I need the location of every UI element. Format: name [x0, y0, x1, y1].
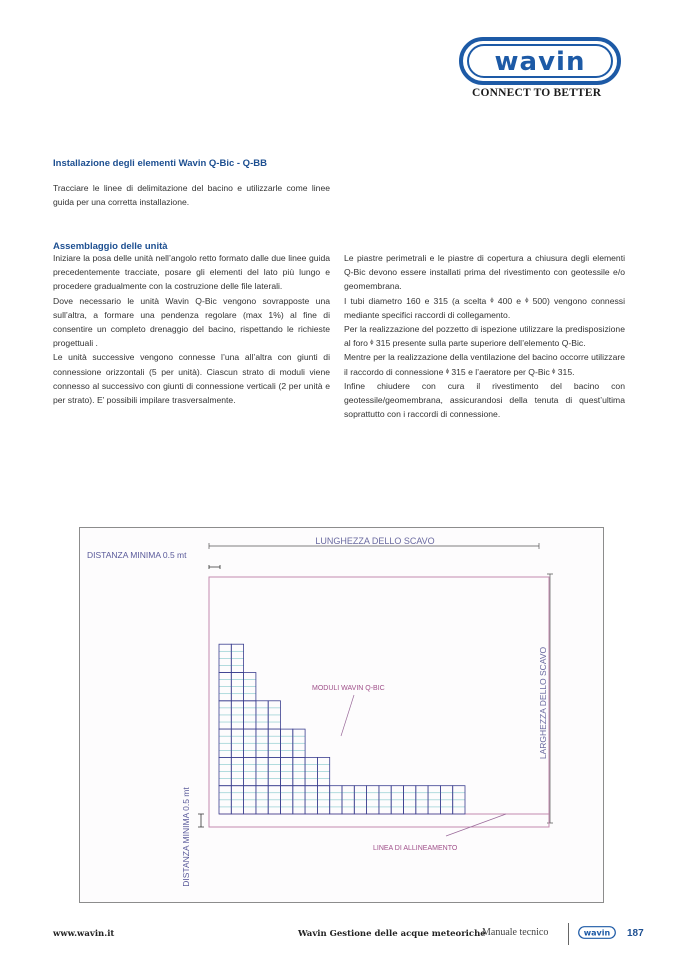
diagram-frame [80, 528, 604, 903]
paragraph: Mentre per la realizzazione della ventilazione del bacino occorre utilizzare il raccordo di connessione ᶲ 315 e l’aeratore per Q-Bic ᶲ 315. [344, 352, 625, 377]
paragraph: I tubi diametro 160 e 315 (a scelta ᶲ 400 e ᶲ 500) vengono connessi mediante specifici raccordi di collegamento. [344, 295, 625, 320]
intro-paragraph [53, 181, 330, 209]
footer-subtitle: Manuale tecnico [482, 927, 549, 938]
logo-wordmark: wavin [494, 47, 586, 77]
assembly-left-column [53, 251, 330, 407]
min-distance-side-label: DISTANZA MINIMA 0.5 mt [181, 787, 191, 887]
paragraph: Infine chiudere con cura il rivestimento del bacino con geotessile/geomembrana, assicurandosi della tenuta di quest’ultima soprattutto con i raccordi di connessione. [344, 380, 625, 420]
footer-title: Wavin Gestione delle acque meteoriche [298, 929, 486, 939]
tagline: CONNECT TO BETTER [472, 87, 602, 99]
footer-logo-wordmark: wavin [583, 928, 611, 938]
section-heading-assembly: Assemblaggio delle unità [53, 241, 168, 252]
assembly-right-column [344, 251, 625, 421]
width-label: LARGHEZZA DELLO SCAVO [538, 646, 548, 760]
wavin-logo [459, 37, 621, 85]
alignment-label: LINEA DI ALLINEAMENTO [373, 845, 458, 852]
length-label: LUNGHEZZA DELLO SCAVO [315, 536, 435, 546]
section-heading-installation: Installazione degli elementi Wavin Q-Bic - Q-BB [53, 158, 267, 169]
paragraph: Le piastre perimetrali e le piastre di copertura a chiusura degli elementi Q-Bic devono essere installati prima del rivestimento con geotessile e/o geomembrana. [344, 253, 625, 292]
footer-wavin-logo [578, 926, 616, 939]
modules-label: MODULI WAVIN Q-BIC [312, 685, 385, 692]
min-distance-top-label: DISTANZA MINIMA 0.5 mt [87, 550, 187, 560]
footer-url[interactable]: www.wavin.it [53, 929, 115, 939]
paragraph: Le unità successive vengono connesse l’una all’altra con giunti di connessione orizzontali (5 per unità). Ciascun strato di moduli viene connesso al successivo con giunti di connessione verticali (2 per unità e per strato). E’ possibili impilare trasversalmente. [53, 352, 330, 406]
footer-divider [568, 923, 569, 945]
paragraph: Iniziare la posa delle unità nell’angolo retto formato dalle due linee guida precedentemente tracciate, posare gli elementi del lato più lungo e procedere gradualmente con la costruzione delle file laterali. [53, 253, 330, 292]
excavation-layout-diagram [79, 527, 604, 903]
paragraph: Per la realizzazione del pozzetto di ispezione utilizzare la predisposizione al foro ᶲ 315 presente sulla parte superiore dell’elemento Q-Bic. [344, 324, 625, 349]
page-number: 187 [627, 928, 644, 939]
paragraph: Dove necessario le unità Wavin Q-Bic vengono sovrapposte una sull’altra, a formare una pendenza regolare (max 1%) al fine di consentire un completo drenaggio del bacino, rispettando le richieste progettuali . [53, 295, 330, 349]
paragraph: Tracciare le linee di delimitazione del bacino e utilizzarle come linee guida per una corretta installazione. [53, 183, 330, 208]
